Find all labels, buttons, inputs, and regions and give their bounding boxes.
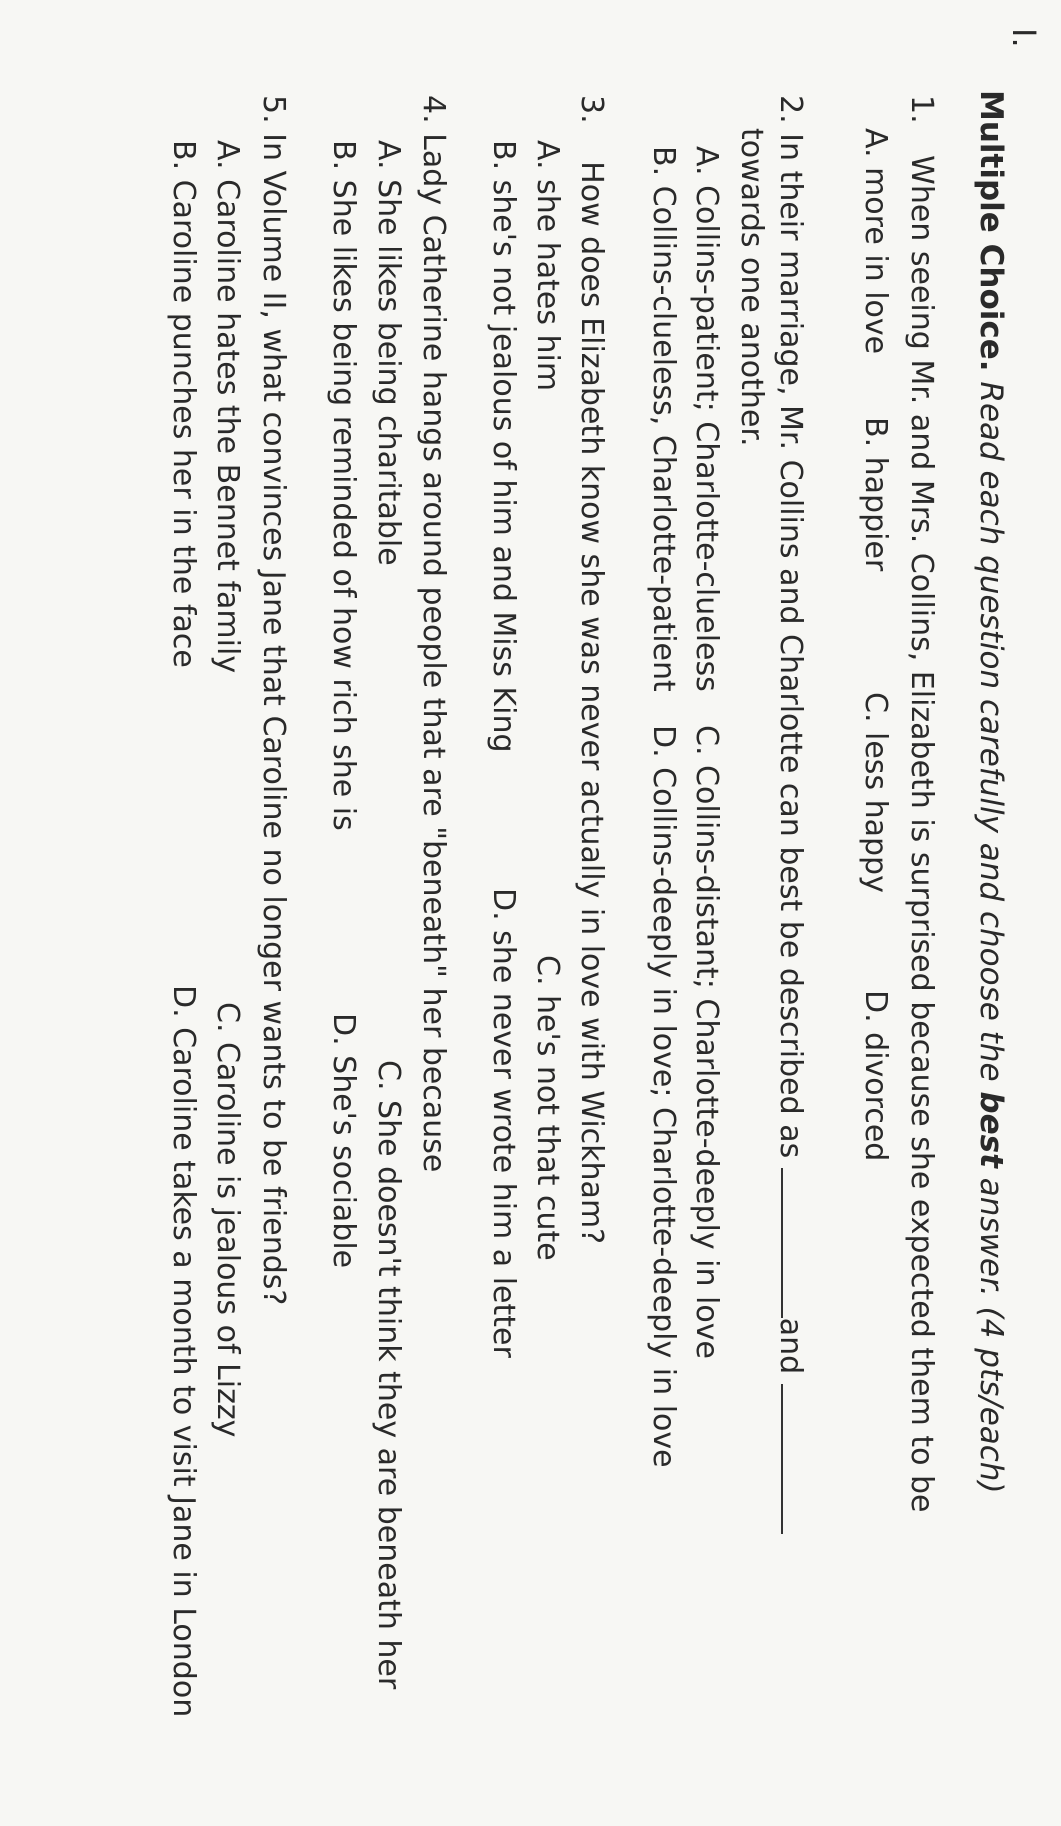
q1-choice-d[interactable]: D. divorced (858, 990, 893, 1162)
answer-blank-1[interactable] (781, 1168, 809, 1318)
section-heading (973, 90, 1009, 1494)
section-title: Multiple Choice. (973, 90, 1009, 372)
q5-choice-a[interactable]: A. Caroline hates the Bennet family (210, 140, 245, 674)
section-instructions: Read each question carefully and choose the best answer. (4 pts/each) (973, 381, 1009, 1494)
question-2 (773, 95, 809, 1534)
q4-choice-a[interactable]: A. She likes being charitable (371, 140, 406, 566)
question-number: 3. (574, 95, 609, 124)
question-text: Lady Catherine hangs around people that are "beneath" her because (416, 133, 451, 1173)
q4-choice-d[interactable]: D. She's sociable (326, 1013, 361, 1269)
q4-choice-c[interactable]: C. She doesn't think they are beneath her (371, 1060, 406, 1690)
question-5 (256, 95, 291, 1305)
question-number: 5. (256, 95, 291, 124)
question-number: 4. (416, 95, 451, 124)
question-3 (574, 95, 609, 1244)
question-2-continuation: towards one another. (734, 128, 769, 447)
q5-choice-c[interactable]: C. Caroline is jealous of Lizzy (210, 1002, 245, 1438)
q2-choice-b[interactable]: B. Collins-clueless, Charlotte-patient (646, 146, 681, 692)
q1-choice-a[interactable]: A. more in love (858, 128, 893, 355)
q1-choice-c[interactable]: C. less happy (858, 692, 893, 893)
q2-choice-d[interactable]: D. Collins-deeply in love; Charlotte-deeply in love (646, 725, 681, 1468)
q2-choice-a[interactable]: A. Collins-patient; Charlotte-clueless (689, 146, 724, 692)
q3-choice-d[interactable]: D. she never wrote him a letter (486, 888, 521, 1358)
question-1 (904, 95, 939, 1512)
question-text: In Volume II, what convinces Jane that Caroline no longer wants to be friends? (256, 133, 291, 1306)
question-4 (416, 95, 451, 1172)
q5-choice-d[interactable]: D. Caroline takes a month to visit Jane in London (166, 985, 201, 1718)
question-text: In their marriage, Mr. Collins and Charlotte can best be described as (773, 133, 808, 1159)
answer-blank-2[interactable] (781, 1384, 809, 1534)
section-number: I. (1005, 28, 1043, 48)
q3-choice-a[interactable]: A. she hates him (530, 140, 565, 392)
q3-choice-b[interactable]: B. she's not jealous of him and Miss King (486, 140, 521, 753)
q2-choice-c[interactable]: C. Collins-distant; Charlotte-deeply in love (689, 725, 724, 1359)
q4-choice-b[interactable]: B. She likes being reminded of how rich she is (326, 140, 361, 831)
q1-choice-b[interactable]: B. happier (858, 417, 893, 572)
question-text-between: and (773, 1317, 808, 1375)
question-text: How does Elizabeth know she was never actually in love with Wickham? (574, 161, 609, 1245)
question-text: When seeing Mr. and Mrs. Collins, Elizabeth is surprised because she expected them to be (904, 155, 939, 1513)
q5-choice-b[interactable]: B. Caroline punches her in the face (166, 140, 201, 668)
question-number: 2. (773, 95, 808, 124)
q3-choice-c[interactable]: C. he's not that cute (530, 955, 565, 1261)
question-number: 1. (904, 95, 939, 124)
